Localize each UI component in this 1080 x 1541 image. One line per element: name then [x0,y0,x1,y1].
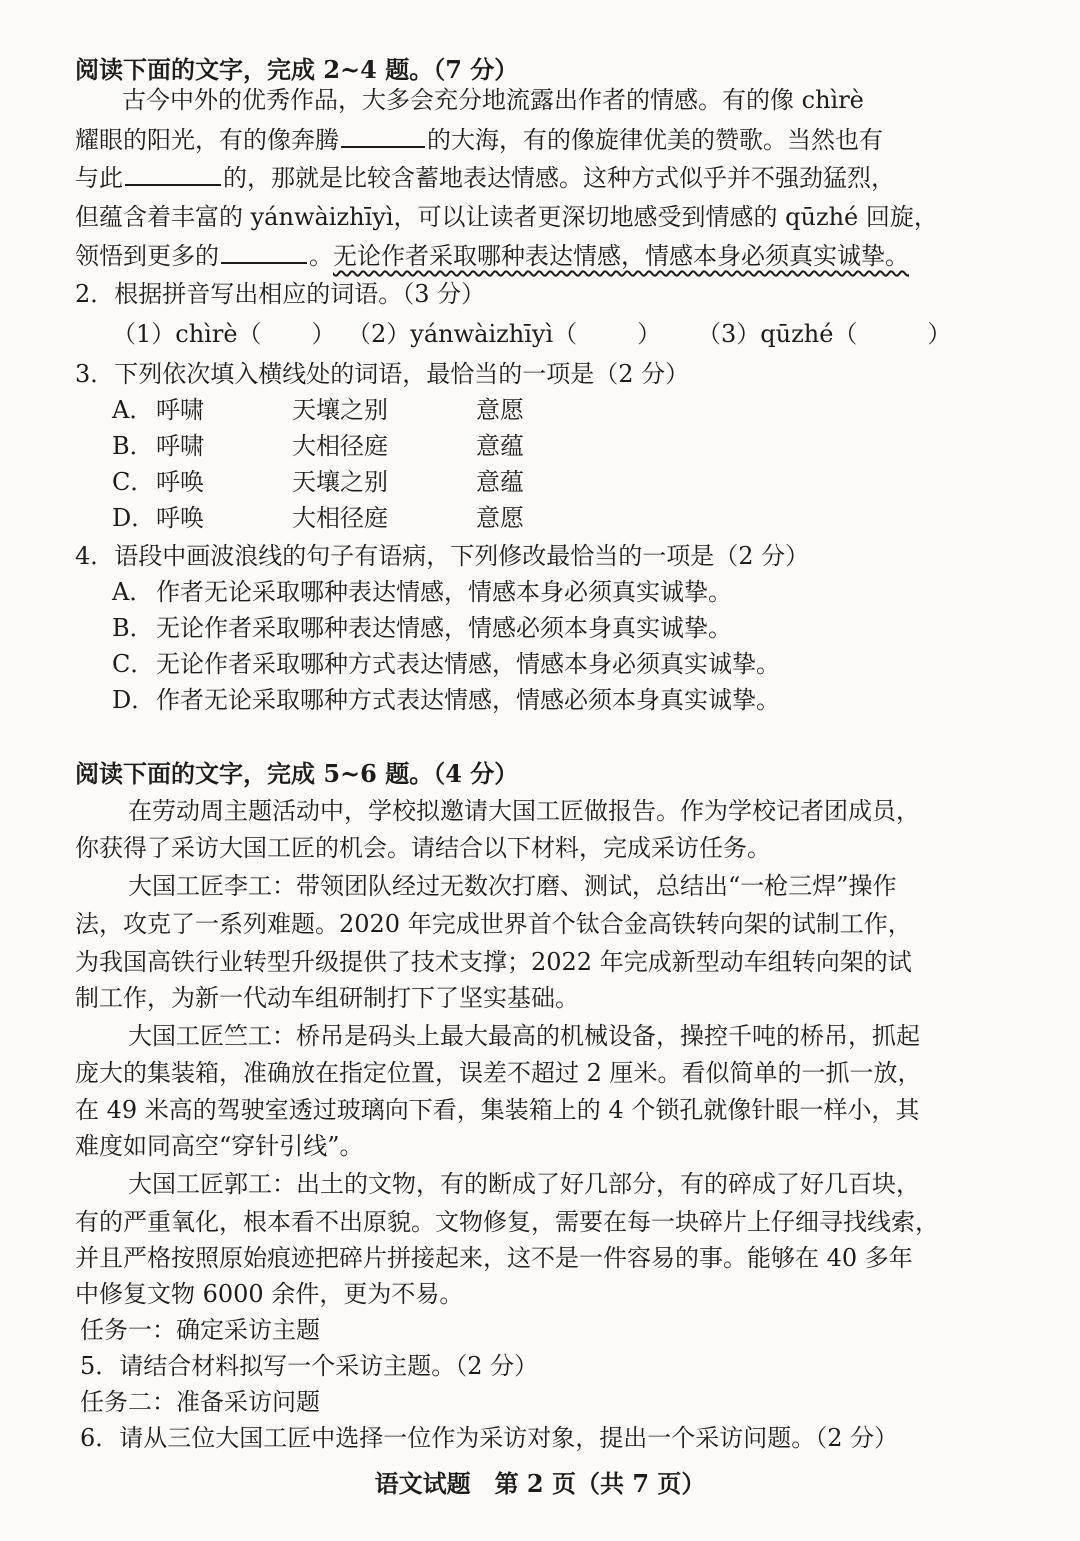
option-letter: D． [112,686,156,714]
option-letter: C． [112,650,155,678]
q2-item-close: ） [311,320,336,348]
option-word: 意愿 [476,396,524,424]
option-text: 作者无论采取哪种方式表达情感，情感必须本身真实诚挚。 [156,686,780,714]
option-word: 呼唤 [156,504,204,532]
passage-line: 大国工匠竺工：桥吊是码头上最大最高的机械设备，操控千吨的桥吊，抓起 [128,1022,920,1050]
passage-line: 难度如同高空“穿针引线”。 [75,1132,364,1160]
q3-stem: 3．下列依次填入横线处的词语，最恰当的一项是（2 分） [75,360,690,388]
q2-item-label: （1）chìrè（ [112,320,262,348]
option-letter: D． [112,504,156,532]
q4-stem: 4．语段中画波浪线的句子有语病，下列修改最恰当的一项是（2 分） [75,542,810,570]
q4-option-c[interactable] [112,646,1080,682]
q3-option-b[interactable] [112,428,1080,464]
q3-option-c[interactable] [112,464,1080,500]
fill-blank-1[interactable] [341,124,425,148]
option-letter: B． [112,614,154,642]
passage-line: 法，攻克了一系列难题。2020 年完成世界首个钛合金高铁转向架的试制工作， [75,910,912,938]
passage-line: 但蕴含着丰富的 yánwàizhīyì，可以让读者更深切地感受到情感的 qūzhé 回旋， [75,203,938,231]
wavy-underlined-sentence: 无论作者采取哪种表达情感，情感本身必须真实诚挚。 [333,242,909,270]
task-one: 任务一：确定采访主题 [80,1316,320,1344]
passage-text: 的大海，有的像旋律优美的赞歌。当然也有 [427,126,883,154]
passage-text: 领悟到更多的 [75,242,219,270]
fill-blank-2[interactable] [125,162,221,186]
q2-stem: 2．根据拼音写出相应的词语。（3 分） [75,280,486,308]
section2-heading: 阅读下面的文字，完成 5~6 题。（4 分） [75,759,519,788]
passage-line: 制工作，为新一代动车组研制打下了坚实基础。 [75,984,579,1012]
q5-stem: 5．请结合材料拟写一个采访主题。（2 分） [80,1352,539,1380]
option-word: 大相径庭 [292,432,388,460]
option-word: 呼啸 [156,396,204,424]
passage-line: 在劳动周主题活动中，学校拟邀请大国工匠做报告。作为学校记者团成员， [128,797,920,825]
passage-text: 与此 [75,164,123,192]
passage-line: 大国工匠李工：带领团队经过无数次打磨、测试，总结出“一枪三焊”操作 [128,872,897,900]
q6-stem: 6．请从三位大国工匠中选择一位作为采访对象，提出一个采访问题。（2 分） [80,1424,899,1452]
option-text: 无论作者采取哪种表达情感，情感必须本身真实诚挚。 [156,614,732,642]
option-letter: A． [112,396,154,424]
passage-line: 有的严重氧化，根本看不出原貌。文物修复，需要在每一块碎片上仔细寻找线索， [75,1208,939,1236]
q3-option-a[interactable] [112,392,1080,428]
q2-item-label: （3）qūzhé（ [697,320,858,348]
passage-text: 的，那就是比较含蓄地表达情感。这种方式似乎并不强劲猛烈， [223,164,895,192]
q2-item-3[interactable] [697,316,951,352]
passage-line: 中修复文物 6000 余件，更为不易。 [75,1280,464,1308]
option-word: 天壤之别 [292,468,388,496]
q2-item-label: （2）yánwàizhīyì（ [347,320,578,348]
option-letter: B． [112,432,154,460]
task-two: 任务二：准备采访问题 [80,1388,320,1416]
option-text: 作者无论采取哪种表达情感，情感本身必须真实诚挚。 [156,578,732,606]
option-word: 呼唤 [156,468,204,496]
q2-item-2[interactable] [347,316,677,352]
passage-line: 大国工匠郭工：出土的文物，有的断成了好几部分，有的碎成了好几百块， [128,1170,920,1198]
page-footer: 语文试题 第 2 页（共 7 页） [374,1469,706,1498]
option-text: 无论作者采取哪种方式表达情感，情感本身必须真实诚挚。 [156,650,780,678]
passage-text: 耀眼的阳光，有的像奔腾 [75,126,339,154]
passage-line: 并且严格按照原始痕迹把碎片拼接起来，这不是一件容易的事。能够在 40 多年 [75,1244,913,1272]
passage-line: 你获得了采访大国工匠的机会。请结合以下材料，完成采访任务。 [75,834,771,862]
q2-answers [112,316,1080,352]
option-word: 意蕴 [476,468,524,496]
passage-line [75,238,1080,274]
option-word: 天壤之别 [292,396,388,424]
option-word: 呼啸 [156,432,204,460]
option-letter: C． [112,468,155,496]
q3-option-d[interactable] [112,500,1080,536]
passage-line [75,122,1080,158]
passage-text: 。 [309,242,333,270]
option-word: 意愿 [476,504,524,532]
passage-line: 古今中外的优秀作品，大多会充分地流露出作者的情感。有的像 chìrè [122,86,864,114]
option-word: 意蕴 [476,432,524,460]
option-letter: A． [112,578,154,606]
passage-line: 在 49 米高的驾驶室透过玻璃向下看，集装箱上的 4 个锁孔就像针眼一样小，其 [75,1096,920,1124]
passage-line: 为我国高铁行业转型升级提供了技术支撑；2022 年完成新型动车组转向架的试 [75,948,912,976]
passage-line: 庞大的集装箱，准确放在指定位置，误差不超过 2 厘米。看似简单的一抓一放， [75,1059,922,1087]
q4-option-b[interactable] [112,610,1080,646]
fill-blank-3[interactable] [221,240,307,264]
q2-item-close: ） [637,320,662,348]
option-word: 大相径庭 [292,504,388,532]
q2-item-close: ） [927,320,952,348]
q2-item-1[interactable] [112,316,336,352]
section1-heading: 阅读下面的文字，完成 2~4 题。（7 分） [75,55,519,84]
q4-option-d[interactable] [112,682,1080,718]
q4-option-a[interactable] [112,574,1080,610]
passage-line [75,160,1080,196]
